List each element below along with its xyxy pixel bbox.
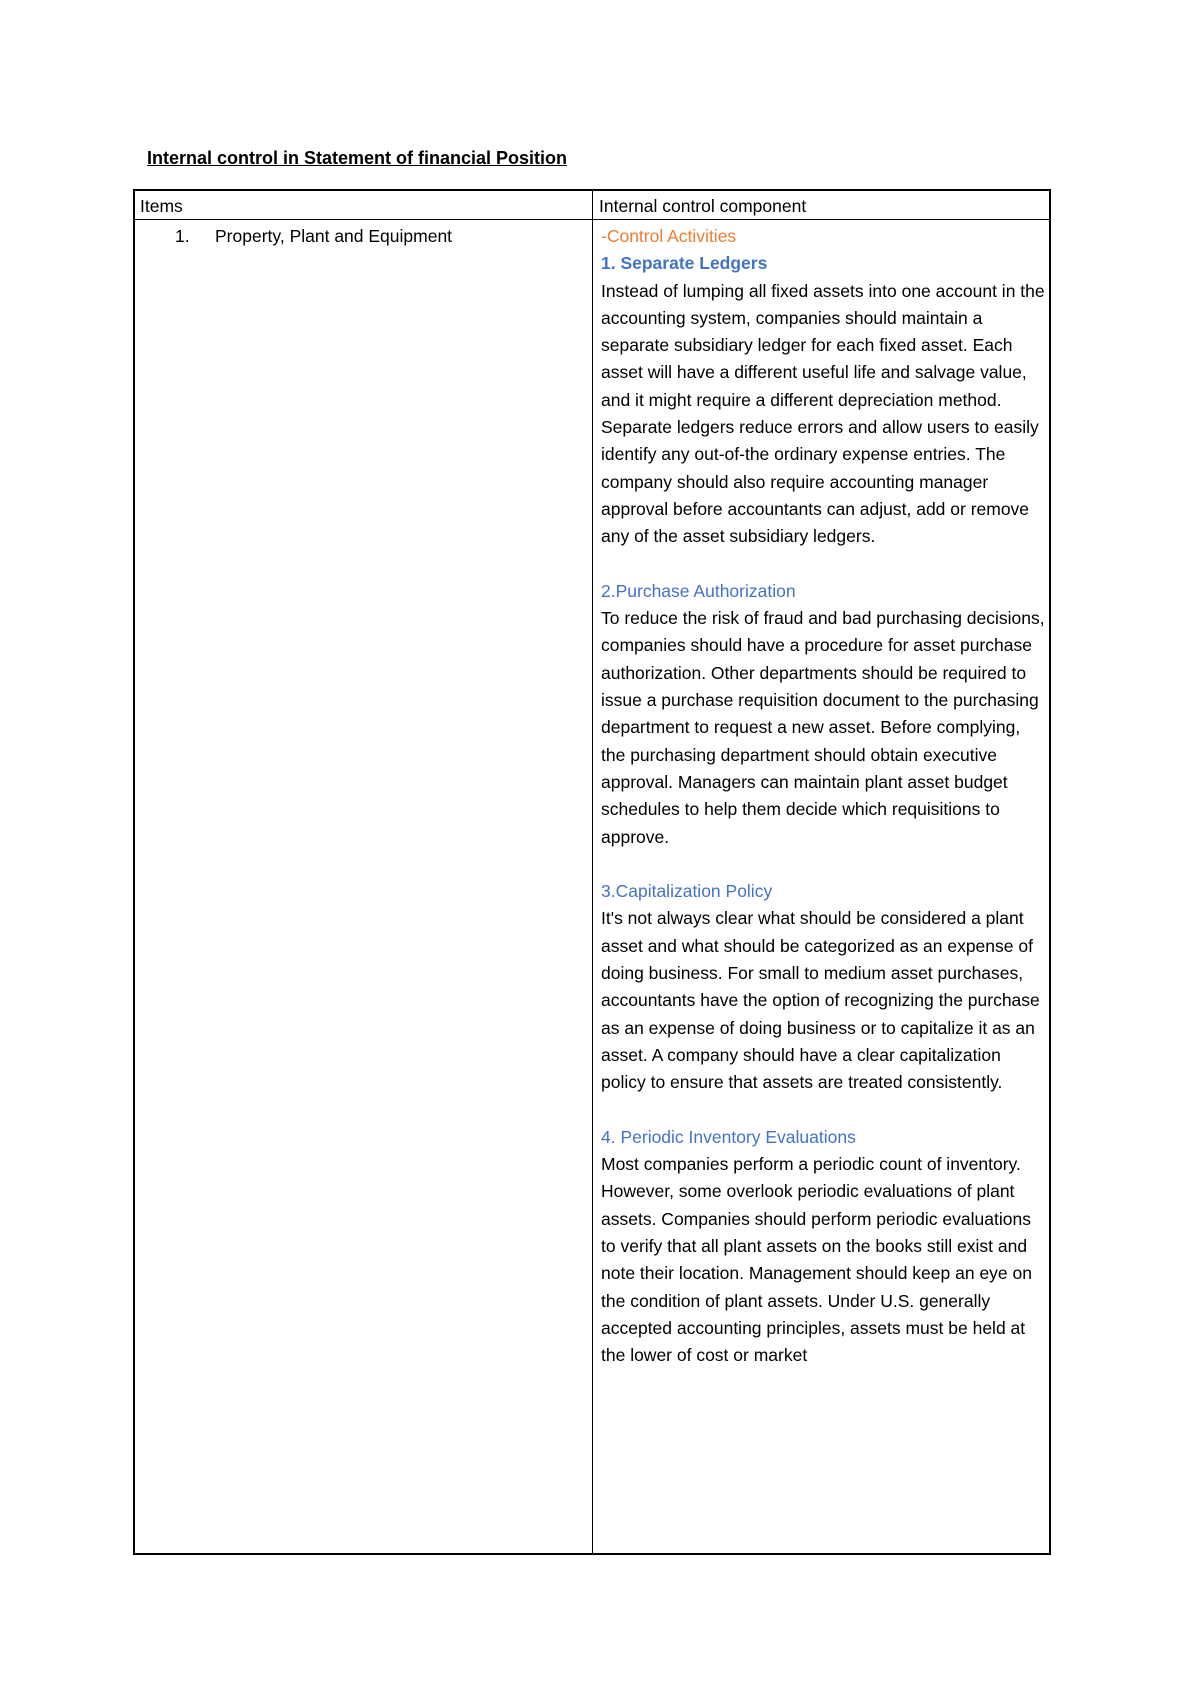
component-category: -Control Activities <box>601 226 737 246</box>
header-internal-control-component: Internal control component <box>599 196 807 216</box>
section-body-periodic-inventory-evaluations: Most companies perform a periodic count of inventory. However, some overlook periodic evaluations of plant assets. Companies should perform periodic evaluations to verify that all plant assets on the books still exist and note their location. Management should keep an eye on the condition of plant assets. Under U.S. generally accepted accounting principles, assets must be held at the lower of cost or market <box>601 1154 1032 1366</box>
section-heading-capitalization-policy: 3.Capitalization Policy <box>601 881 773 902</box>
item-number: 1. <box>175 226 190 246</box>
table-row-component-cell <box>601 223 1049 1553</box>
header-row-divider <box>135 219 1049 220</box>
internal-control-table <box>133 189 1051 1555</box>
section-heading-purchase-authorization: 2.Purchase Authorization <box>601 580 796 601</box>
section-heading-periodic-inventory-evaluations: 4. Periodic Inventory Evaluations <box>601 1126 856 1147</box>
section-body-capitalization-policy: It's not always clear what should be considered a plant asset and what should be categorized as an expense of doing business. For small to medium asset purchases, accountants have the option of recognizing the purchase as an expense of doing business or to capitalize it as an asset. A company should have a clear capitalization policy to ensure that assets are treated consistently. <box>601 908 1040 1093</box>
header-items: Items <box>140 196 183 216</box>
section-body-separate-ledgers: Instead of lumping all fixed assets into one account in the accounting system, companies should maintain a separate subsidiary ledger for each fixed asset. Each asset will have a different useful life and salvage value, and it might require a different depreciation method. Separate ledgers reduce errors and allow users to easily identify any out-of-the ordinary expense entries. The company should also require accounting manager approval before accountants can adjust, add or remove any of the asset subsidiary ledgers. <box>601 280 1045 547</box>
section-body-purchase-authorization: To reduce the risk of fraud and bad purchasing decisions, companies should have a procedure for asset purchase authorization. Other departments should be required to issue a purchase requisition document to the purchasing department to request a new asset. Before complying, the purchasing department should obtain executive approval. Managers can maintain plant asset budget schedules to help them decide which requisitions to approve. <box>601 608 1045 847</box>
section-heading-separate-ledgers: 1. Separate Ledgers <box>601 253 768 274</box>
document-title: Internal control in Statement of financial Position <box>147 148 568 168</box>
table-row-item <box>175 226 452 246</box>
item-label: Property, Plant and Equipment <box>215 226 453 246</box>
column-divider <box>592 191 593 1553</box>
